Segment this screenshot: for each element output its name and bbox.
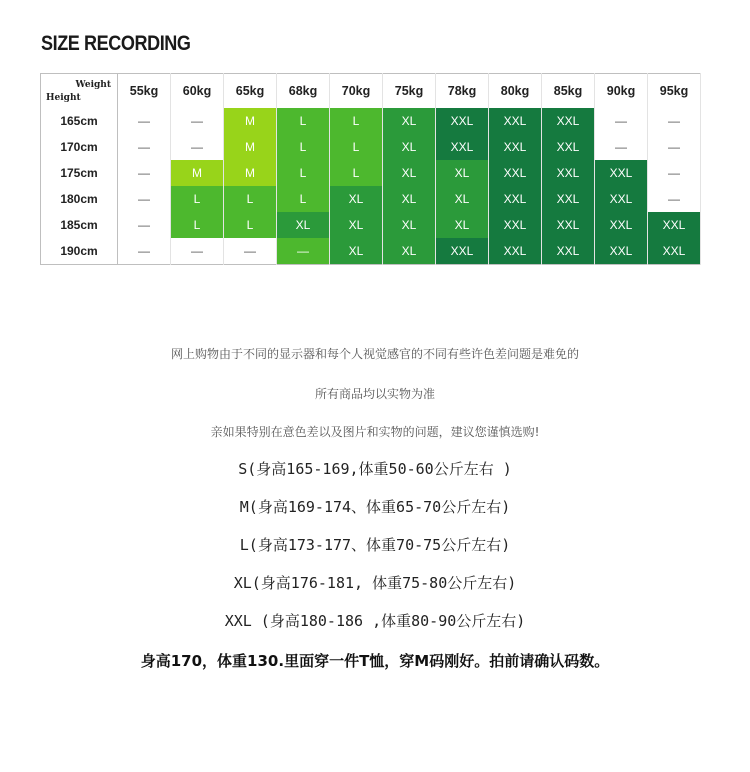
size-cell: — bbox=[118, 186, 171, 212]
weight-column-header: 68kg bbox=[277, 74, 330, 109]
fit-example-note: 身高170，体重130.里面穿一件T恤，穿M码刚好。拍前请确认码数。 bbox=[140, 652, 610, 670]
size-cell: XXL bbox=[489, 160, 542, 186]
weight-column-header: 75kg bbox=[383, 74, 436, 109]
size-spec-line: L(身高173-177、体重70-75公斤左右) bbox=[239, 536, 511, 554]
table-row bbox=[41, 238, 701, 265]
size-cell: XL bbox=[330, 186, 383, 212]
size-cell: XXL bbox=[489, 238, 542, 265]
size-cell: — bbox=[118, 108, 171, 134]
size-cell: XL bbox=[330, 212, 383, 238]
size-cell: XXL bbox=[436, 238, 489, 265]
weight-column-header: 80kg bbox=[489, 74, 542, 109]
size-spec-line: S(身高165-169,体重50-60公斤左右 ) bbox=[238, 460, 512, 478]
size-cell: L bbox=[277, 160, 330, 186]
size-cell: XL bbox=[277, 212, 330, 238]
corner-header bbox=[41, 74, 118, 109]
disclaimer-line: 所有商品均以实物为准 bbox=[314, 387, 435, 401]
size-cell: — bbox=[277, 238, 330, 265]
size-cell: — bbox=[648, 186, 701, 212]
disclaimer-line: 亲如果特别在意色差以及图片和实物的问题，建议您谨慎选购! bbox=[210, 425, 540, 439]
weight-column-header: 70kg bbox=[330, 74, 383, 109]
size-cell: L bbox=[171, 186, 224, 212]
height-row-header: 170cm bbox=[41, 134, 118, 160]
height-row-header: 185cm bbox=[41, 212, 118, 238]
size-cell: — bbox=[118, 160, 171, 186]
weight-column-header: 65kg bbox=[224, 74, 277, 109]
height-row-header: 180cm bbox=[41, 186, 118, 212]
size-cell: XXL bbox=[542, 238, 595, 265]
size-cell: XL bbox=[436, 186, 489, 212]
size-cell: — bbox=[648, 134, 701, 160]
size-cell: M bbox=[171, 160, 224, 186]
table-header-row bbox=[41, 74, 701, 109]
disclaimer-line: 网上购物由于不同的显示器和每个人视觉感官的不同有些许色差问题是难免的 bbox=[170, 347, 579, 361]
size-cell: XXL bbox=[489, 186, 542, 212]
size-cell: XL bbox=[383, 108, 436, 134]
size-cell: — bbox=[171, 238, 224, 265]
size-cell: XXL bbox=[436, 108, 489, 134]
size-cell: — bbox=[224, 238, 277, 265]
table-row bbox=[41, 160, 701, 186]
size-cell: L bbox=[277, 134, 330, 160]
weight-axis-label: Weight bbox=[75, 80, 111, 90]
size-cell: L bbox=[224, 212, 277, 238]
size-cell: — bbox=[648, 160, 701, 186]
size-cell: XXL bbox=[542, 186, 595, 212]
size-cell: XXL bbox=[489, 134, 542, 160]
size-cell: XXL bbox=[595, 238, 648, 265]
size-chart-table bbox=[40, 73, 701, 265]
size-cell: XXL bbox=[595, 186, 648, 212]
size-cell: XXL bbox=[542, 108, 595, 134]
size-cell: XL bbox=[383, 160, 436, 186]
size-cell: XXL bbox=[648, 212, 701, 238]
size-cell: XXL bbox=[542, 160, 595, 186]
size-cell: — bbox=[595, 108, 648, 134]
size-cell: L bbox=[171, 212, 224, 238]
size-cell: — bbox=[171, 134, 224, 160]
size-cell: XL bbox=[436, 212, 489, 238]
table-row bbox=[41, 186, 701, 212]
weight-column-header: 95kg bbox=[648, 74, 701, 109]
size-cell: XL bbox=[383, 238, 436, 265]
size-cell: XL bbox=[330, 238, 383, 265]
size-cell: — bbox=[118, 134, 171, 160]
size-cell: XXL bbox=[542, 134, 595, 160]
weight-column-header: 85kg bbox=[542, 74, 595, 109]
weight-column-header: 78kg bbox=[436, 74, 489, 109]
size-cell: M bbox=[224, 108, 277, 134]
size-cell: XXL bbox=[595, 212, 648, 238]
size-cell: — bbox=[648, 108, 701, 134]
size-cell: L bbox=[277, 186, 330, 212]
size-cell: M bbox=[224, 134, 277, 160]
table-row bbox=[41, 134, 701, 160]
weight-column-header: 60kg bbox=[171, 74, 224, 109]
table-row bbox=[41, 212, 701, 238]
size-cell: L bbox=[330, 134, 383, 160]
size-cell: — bbox=[595, 134, 648, 160]
size-cell: XL bbox=[436, 160, 489, 186]
page-title: SIZE RECORDING bbox=[41, 32, 191, 55]
size-cell: XXL bbox=[542, 212, 595, 238]
size-cell: XL bbox=[383, 212, 436, 238]
height-row-header: 165cm bbox=[41, 108, 118, 134]
size-cell: XL bbox=[383, 186, 436, 212]
size-spec-line: M(身高169-174、体重65-70公斤左右) bbox=[239, 498, 511, 516]
size-spec-line: XXL (身高180-186 ,体重80-90公斤左右) bbox=[224, 612, 526, 630]
size-cell: XXL bbox=[489, 108, 542, 134]
size-cell: L bbox=[277, 108, 330, 134]
size-cell: XXL bbox=[595, 160, 648, 186]
height-row-header: 175cm bbox=[41, 160, 118, 186]
table-row bbox=[41, 108, 701, 134]
size-cell: — bbox=[171, 108, 224, 134]
size-cell: XXL bbox=[436, 134, 489, 160]
weight-column-header: 55kg bbox=[118, 74, 171, 109]
size-cell: L bbox=[330, 160, 383, 186]
weight-column-header: 90kg bbox=[595, 74, 648, 109]
size-cell: — bbox=[118, 212, 171, 238]
size-cell: M bbox=[224, 160, 277, 186]
size-cell: XXL bbox=[489, 212, 542, 238]
height-axis-label: Height bbox=[46, 93, 81, 103]
height-row-header: 190cm bbox=[41, 238, 118, 265]
size-cell: L bbox=[224, 186, 277, 212]
size-cell: L bbox=[330, 108, 383, 134]
size-cell: XL bbox=[383, 134, 436, 160]
size-cell: — bbox=[118, 238, 171, 265]
size-spec-line: XL(身高176-181, 体重75-80公斤左右) bbox=[233, 574, 517, 592]
size-cell: XXL bbox=[648, 238, 701, 265]
